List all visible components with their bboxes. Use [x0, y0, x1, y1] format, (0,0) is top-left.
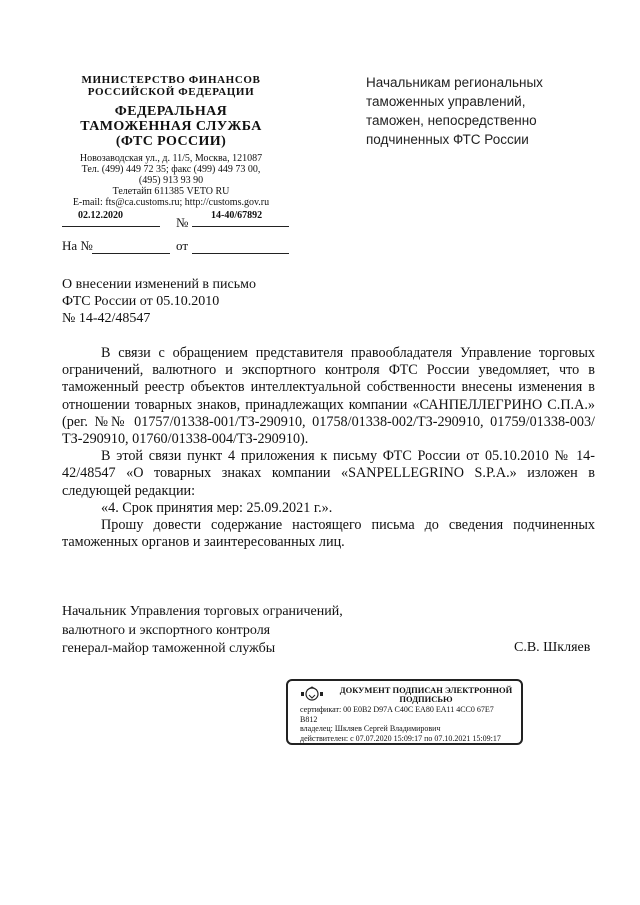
position-line: генерал-майор таможенной службы: [62, 641, 276, 656]
body-paragraph: В связи с обращением представителя правообладателя Управление торговых ограничений, валютного и экспортного контроля ФТС России уведомляет, что в таможенный реестр объектов интеллектуальной собственности внесены изменения в отношении товарных знаков, принадлежащих компании «САНПЕЛЛЕГРИНО С.П.А.» (рег. №№ 01757/01338-001/ТЗ-290910, 01758/01338-002/ТЗ-290910, 01759/01338-003/ТЗ-290910, 01760/01338-004/ТЗ-290910).: [62, 345, 595, 448]
contact-address: Новозаводская ул., д. 11/5, Москва, 121087: [79, 153, 263, 164]
ministry-name: [56, 74, 286, 98]
stamp-title-line: ПОДПИСЬЮ: [399, 694, 453, 704]
contacts-block: [56, 153, 286, 208]
service-line: ТАМОЖЕННАЯ СЛУЖБА: [80, 119, 262, 134]
body-paragraph: Прошу довести содержание настоящего письма до сведения подчиненных таможенных органов и заинтересованных лиц.: [62, 517, 595, 551]
addressee-block: [366, 73, 616, 149]
ministry-line: МИНИСТЕРСТВО ФИНАНСОВ: [81, 74, 261, 86]
addressee-line: таможенных управлений,: [366, 94, 526, 109]
contact-phone: Тел. (499) 449 72 35; факс (499) 449 73 00,: [81, 164, 261, 175]
signatory-name: С.В. Шкляев: [514, 640, 591, 655]
contact-phone-2: (495) 913 93 90: [138, 175, 204, 186]
subject-line: ФТС России от 05.10.2010: [62, 294, 220, 309]
addressee-line: Начальникам региональных: [366, 75, 543, 90]
number-sign: №: [176, 215, 189, 230]
body-paragraph: В этой связи пункт 4 приложения к письму ФТС России от 05.10.2010 № 14-42/48547 «О товарных знаках компании «SANPELLEGRINO S.P.A.» изложен в следующей редакции:: [62, 448, 595, 499]
letter-date: 02.12.2020: [78, 210, 123, 221]
letter-body: [62, 345, 595, 551]
reference-underline: [92, 253, 170, 254]
stamp-certificate-cont: B812: [300, 714, 318, 724]
signatory-position: [62, 603, 362, 659]
stamp-certificate: сертификат: 00 E0B2 D97A C40C EA80 EA11 4CC0 67E7: [300, 705, 494, 714]
stamp-owner: владелец: Шкляев Сергей Владимирович: [300, 724, 441, 734]
number-underline: [192, 226, 289, 227]
service-line: ФЕДЕРАЛЬНАЯ: [114, 104, 228, 119]
position-line: Начальник Управления торговых ограничений,: [62, 604, 343, 619]
contact-email: E-mail: fts@ca.customs.ru; http://customs.gov.ru: [72, 197, 270, 208]
date-underline: [62, 226, 160, 227]
subject-line: О внесении изменений в письмо: [62, 277, 256, 292]
reference-from-label: от: [176, 238, 189, 253]
subject-block: [62, 276, 322, 327]
stamp-title: [336, 686, 516, 704]
position-line: валютного и экспортного контроля: [62, 622, 271, 638]
letter-number: 14-40/67892: [211, 210, 263, 221]
ministry-line: РОССИЙСКОЙ ФЕДЕРАЦИИ: [87, 86, 255, 98]
service-name: [56, 104, 286, 149]
emblem-icon: [300, 685, 324, 703]
subject-line: № 14-42/48547: [62, 311, 151, 326]
stamp-validity: действителен: с 07.07.2020 15:09:17 по 07.10.2021 15:09:17: [300, 733, 501, 743]
addressee-line: подчиненных ФТС России: [366, 132, 529, 147]
service-line: (ФТС РОССИИ): [115, 134, 227, 149]
reference-date-underline: [192, 253, 289, 254]
stamp-details: [300, 705, 520, 743]
body-paragraph: «4. Срок принятия мер: 25.09.2021 г.».: [101, 499, 333, 516]
addressee-line: таможен, непосредственно: [366, 113, 537, 128]
electronic-signature-stamp: [286, 679, 523, 745]
stamp-title-line: ДОКУМЕНТ ПОДПИСАН ЭЛЕКТРОННОЙ: [339, 685, 513, 695]
reference-label: На №: [62, 238, 93, 253]
contact-teletype: Телетайп 611385 VETO RU: [112, 186, 230, 197]
